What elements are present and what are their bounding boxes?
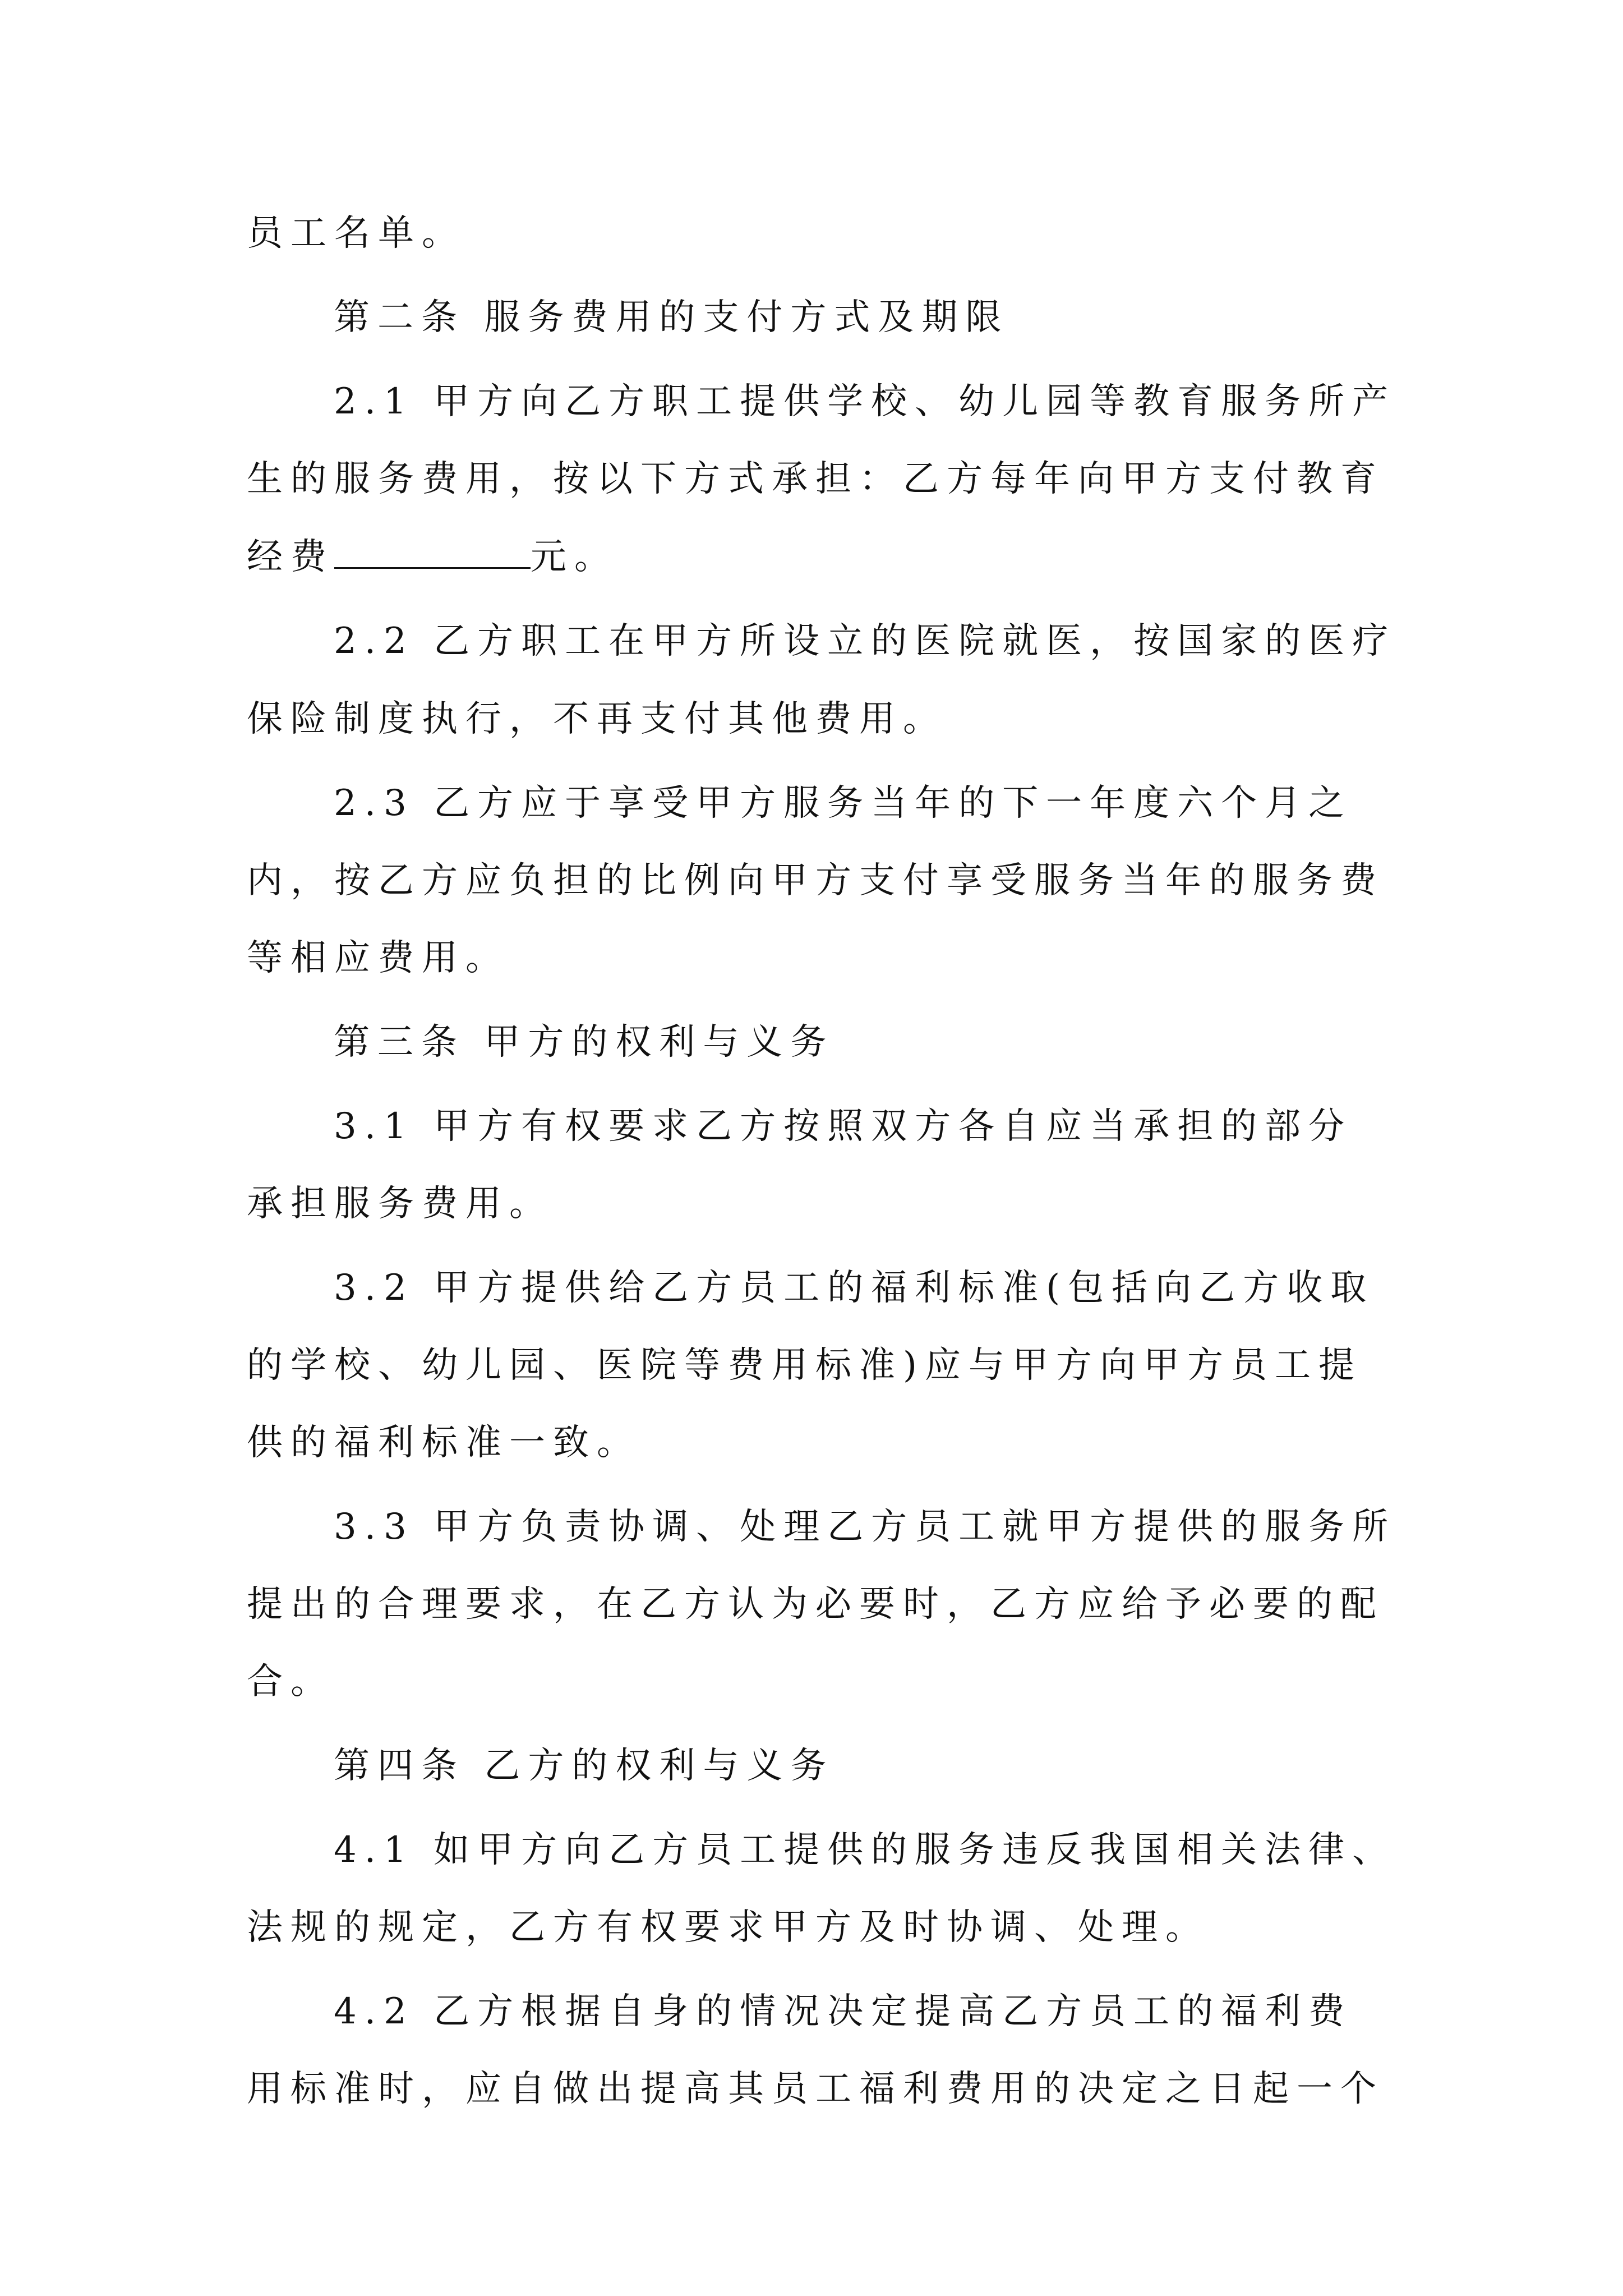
text-line: 等相应费用。 xyxy=(247,937,509,979)
section-heading: 第三条 甲方的权利与义务 xyxy=(334,1022,834,1063)
text-line: 2.1 甲方向乙方职工提供学校、幼儿园等教育服务所产 xyxy=(334,381,1396,422)
text-fragment: 经费 xyxy=(247,536,334,578)
text-line: 保险制度执行，不再支付其他费用。 xyxy=(247,698,947,740)
text-line: 合。 xyxy=(247,1661,334,1703)
text-line: 2.2 乙方职工在甲方所设立的医院就医，按国家的医疗 xyxy=(334,620,1396,662)
text-line: 4.1 如甲方向乙方员工提供的服务违反我国相关法律、 xyxy=(334,1829,1396,1871)
section-heading: 第二条 服务费用的支付方式及期限 xyxy=(334,297,1009,338)
text-line: 内，按乙方应负担的比例向甲方支付享受服务当年的服务费 xyxy=(247,860,1384,901)
text-line: 2.3 乙方应于享受甲方服务当年的下一年度六个月之 xyxy=(334,783,1353,824)
text-line: 3.2 甲方提供给乙方员工的福利标准(包括向乙方收取 xyxy=(334,1267,1375,1309)
text-line: 生的服务费用，按以下方式承担：乙方每年向甲方支付教育 xyxy=(247,458,1384,500)
section-heading: 第四条 乙方的权利与义务 xyxy=(334,1745,834,1787)
text-line: 用标准时，应自做出提高其员工福利费用的决定之日起一个 xyxy=(247,2068,1384,2110)
text-line: 3.1 甲方有权要求乙方按照双方各自应当承担的部分 xyxy=(334,1106,1353,1147)
text-line: 员工名单。 xyxy=(247,213,465,254)
text-line: 3.3 甲方负责协调、处理乙方员工就甲方提供的服务所 xyxy=(334,1506,1396,1548)
text-line: 提出的合理要求，在乙方认为必要时，乙方应给予必要的配 xyxy=(247,1584,1384,1625)
text-line: 4.2 乙方根据自身的情况决定提高乙方员工的福利费 xyxy=(334,1991,1353,2032)
text-line xyxy=(247,530,1391,584)
text-fragment: 元。 xyxy=(531,536,618,578)
text-line: 供的福利标准一致。 xyxy=(247,1422,640,1464)
text-line: 承担服务费用。 xyxy=(247,1183,553,1225)
text-line: 法规的规定，乙方有权要求甲方及时协调、处理。 xyxy=(247,1907,1209,1948)
fill-in-blank xyxy=(334,533,531,569)
text-line: 的学校、幼儿园、医院等费用标准)应与甲方向甲方员工提 xyxy=(247,1345,1362,1386)
